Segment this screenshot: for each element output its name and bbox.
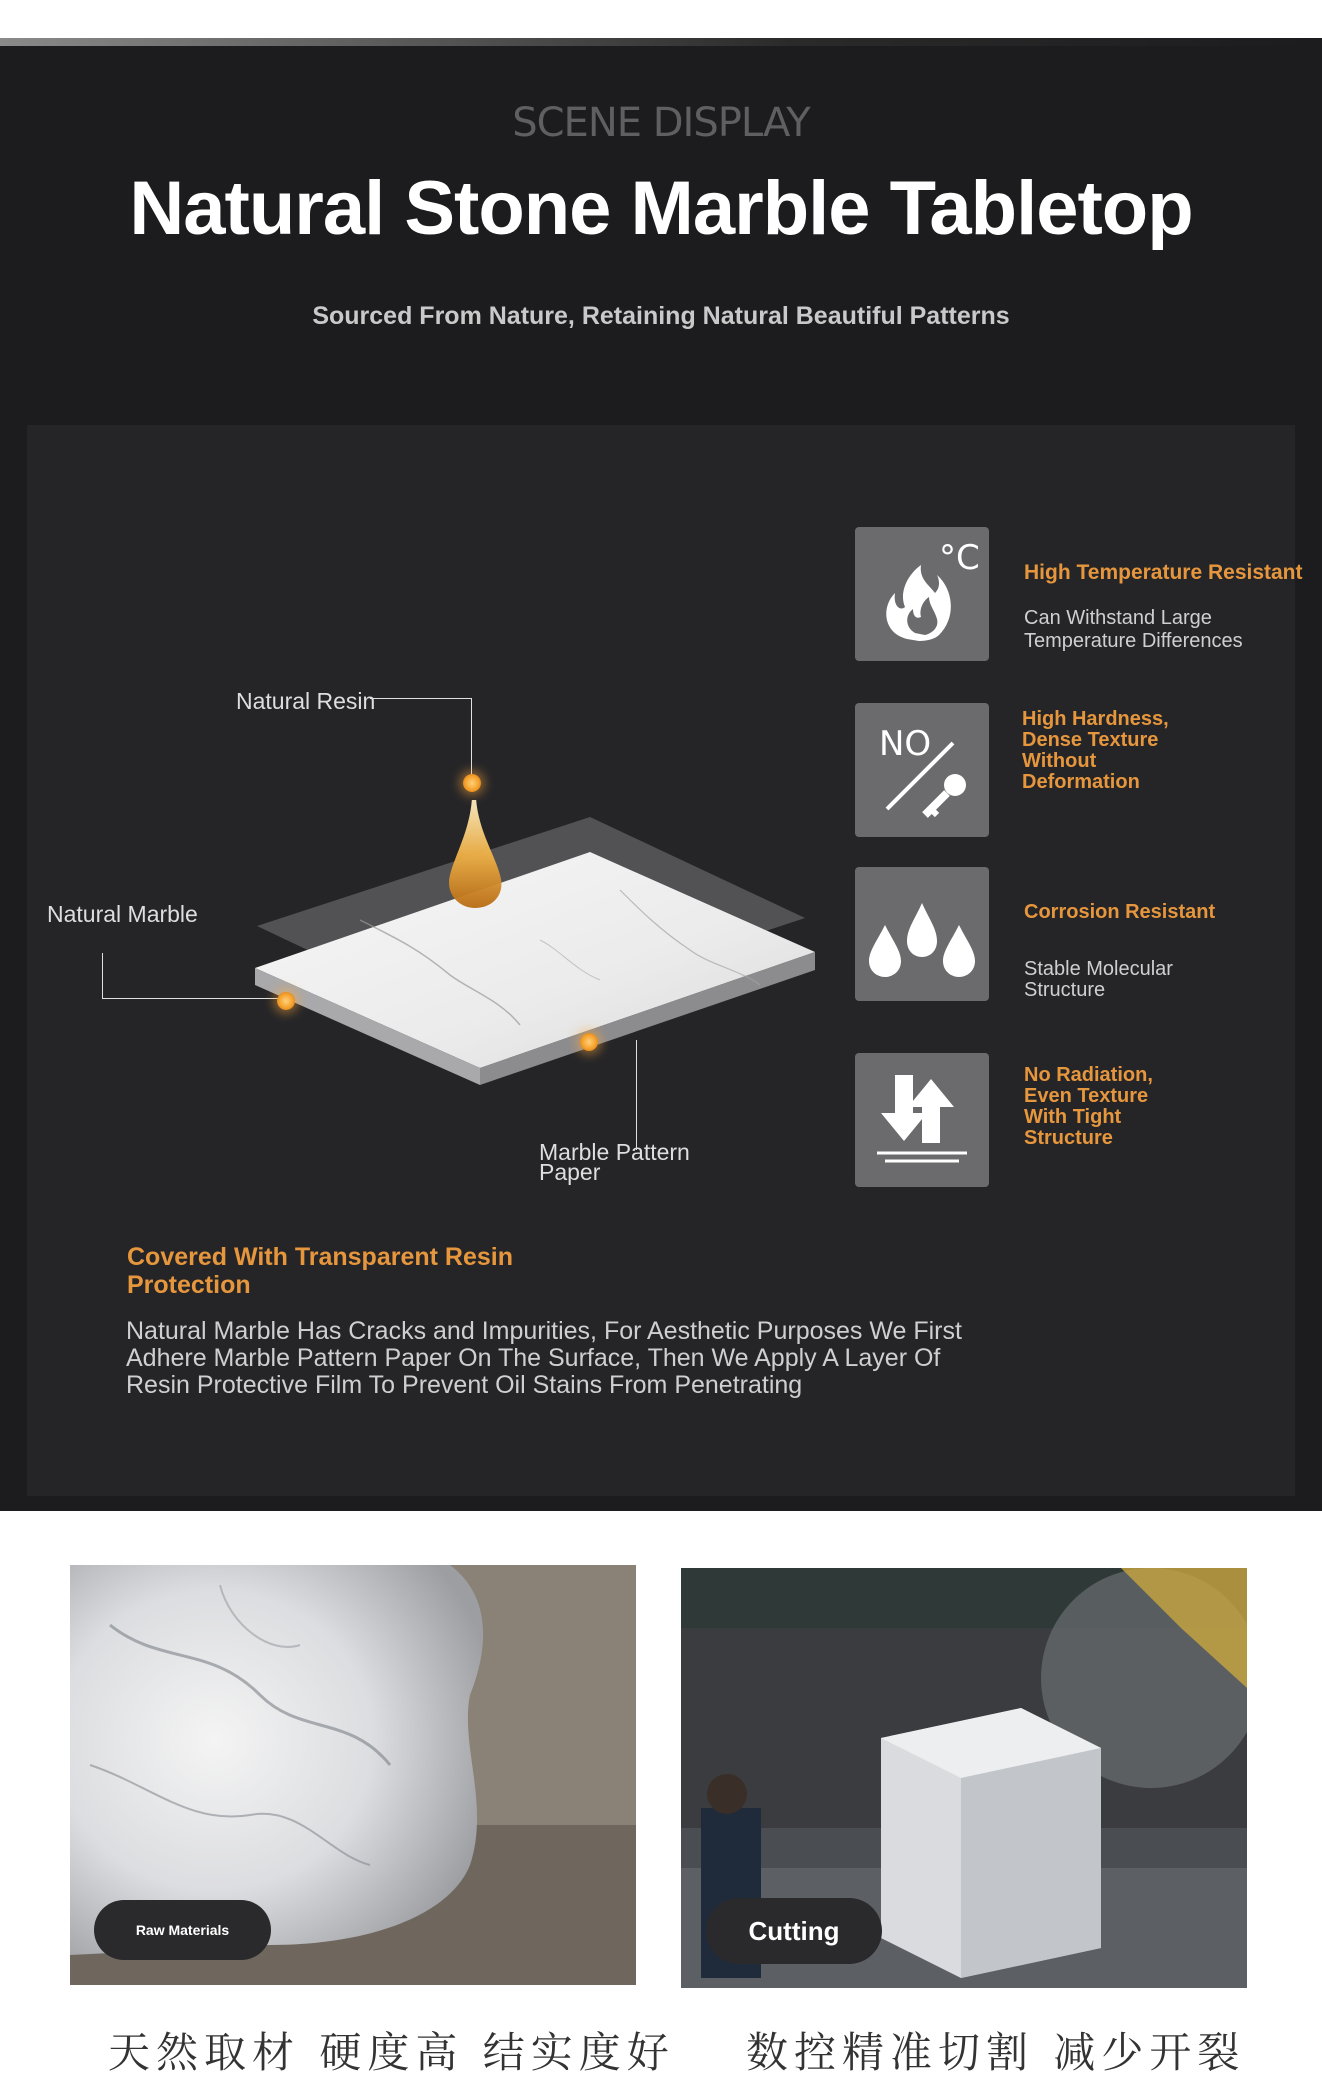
arrows-up-down-icon [855,1053,989,1187]
marble-pattern-label-line1: Marble Pattern [539,1139,690,1165]
natural-marble-label: Natural Marble [47,901,198,927]
page-title: Natural Stone Marble Tabletop [129,166,1193,251]
paper-leader-v [636,1040,637,1150]
top-divider [0,38,1322,46]
feature-icon-box [855,1053,989,1187]
celsius-text: °C [939,538,980,578]
feature-icon-box [855,703,989,837]
marble-pattern-label-line2: Paper [539,1159,601,1185]
raw-materials-pill: Raw Materials [94,1900,271,1960]
marble-dot [277,992,295,1010]
feature-title: High Hardness, Dense Texture Without Deformation [1022,708,1169,793]
resin-protection-desc: Natural Marble Has Cracks and Impurities, For Aesthetic Purposes We First Adhere Marble Pattern Paper On The Surface, Then We Apply A Layer Of Resin Protective Film To Prevent Oil Stains From Penetrating [126,1317,962,1399]
water-drops-icon [855,867,989,1001]
marble-leader-v [102,953,103,999]
feature-title: High Temperature Resistant [1024,561,1303,584]
page-subtitle: Sourced From Nature, Retaining Natural Beautiful Patterns [312,302,1010,330]
resin-leader-v [471,698,472,778]
feature-icon-box [855,527,989,661]
cutting-pill: Cutting [706,1898,882,1964]
marble-layer-diagram [240,800,830,1140]
resin-leader-h [370,698,472,699]
feature-desc: Stable Molecular Structure [1024,958,1173,1001]
no-text: NO [879,724,932,764]
feature-icon-box [855,867,989,1001]
section-eyebrow: SCENE DISPLAY [512,100,810,146]
cutting-caption: 数控精准切割 减少开裂 [746,2028,1246,2077]
paper-dot [580,1033,598,1051]
marble-leader-h [102,998,282,999]
resin-protection-title: Covered With Transparent Resin Protection [127,1243,513,1299]
natural-resin-label: Natural Resin [236,688,376,714]
no-scratch-key-icon [855,703,989,837]
raw-materials-caption: 天然取材 硬度高 结实度好 [108,2028,675,2077]
resin-dot [463,774,481,792]
feature-title: Corrosion Resistant [1024,901,1216,923]
feature-desc: Can Withstand Large Temperature Differences [1024,607,1243,652]
flame-celsius-icon [855,527,989,661]
feature-title: No Radiation, Even Texture With Tight Structure [1024,1064,1153,1149]
